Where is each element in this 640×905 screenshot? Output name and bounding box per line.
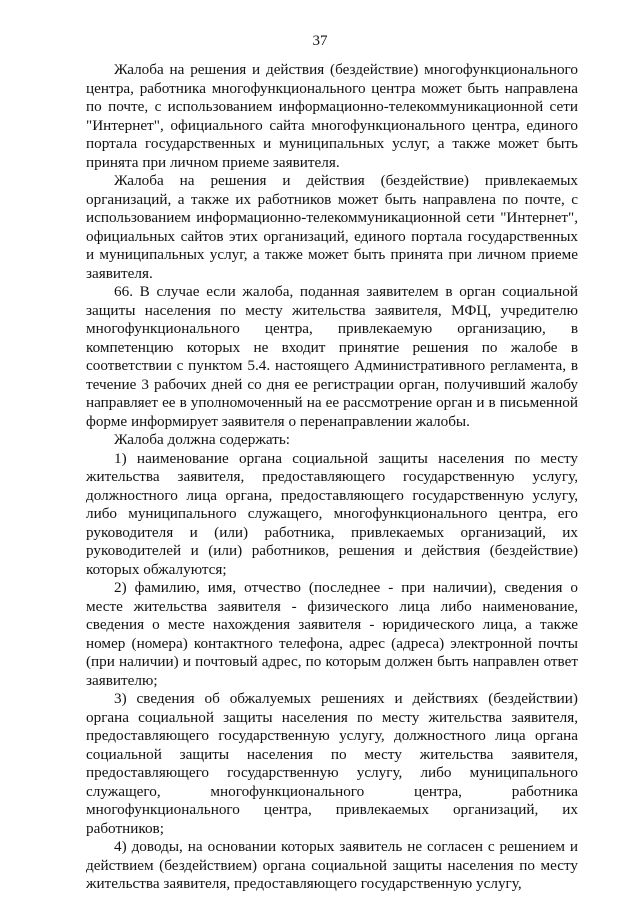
page-number: 37: [312, 33, 328, 49]
paragraph-complaint-mfc: Жалоба на решения и действия (бездействие) многофункционального центра, работника многофункционального центра может быть направлена по почте, с использованием информационно-телекоммуникационной сети "Интернет", официального сайта многофункционального центра, единого портала государственных и муниципальных услуг, а также может быть принята при личном приеме заявителя.: [86, 61, 578, 171]
list-item-4: 4) доводы, на основании которых заявитель не согласен с решением и действием (бездействием) органа социальной защиты населения по месту жительства заявителя, предоставляющего государственную услугу,: [86, 838, 578, 892]
paragraph-complaint-organizations: Жалоба на решения и действия (бездействие) привлекаемых организаций, а также их работников может быть направлена по почте, с использованием информационно-телекоммуникационной сети "Интернет", официальных сайтов этих организаций, единого портала государственных и муниципальных услуг, а также может быть принята при личном приеме заявителя.: [86, 172, 578, 282]
list-item-3: 3) сведения об обжалуемых решениях и действиях (бездействии) органа социальной защиты населения по месту жительства заявителя, предоставляющего государственную услугу, должностного лица органа социальной защиты населения по месту жительства заявителя, предоставляющего государственную услугу, либо муниципального служащего, многофункционального центра, работника многофункционального центра, привлекаемых организаций, их работников;: [86, 690, 578, 837]
list-item-2: 2) фамилию, имя, отчество (последнее - при наличии), сведения о месте жительства заявителя - физического лица либо наименование, сведения о месте нахождения заявителя - юридического лица, а также номер (номера) контактного телефона, адрес (адреса) электронной почты (при наличии) и почтовый адрес, по которым должен быть направлен ответ заявителю;: [86, 579, 578, 689]
paragraph-66-redirect: 66. В случае если жалоба, поданная заявителем в орган социальной защиты населения по месту жительства заявителя, МФЦ, учредителю многофункционального центра, привлекаемую организацию, в компетенцию которых не входит принятие решения по жалобе в соответствии с пунктом 5.4. настоящего Административного регламента, в течение 3 рабочих дней со дня ее регистрации орган, получивший жалобу направляет ее в уполномоченный на ее рассмотрение орган и в письменной форме информирует заявителя о перенаправлении жалобы.: [86, 283, 578, 430]
list-item-1: 1) наименование органа социальной защиты населения по месту жительства заявителя, предоставляющего государственную услугу, должностного лица органа, предоставляющего государственную услугу, либо муниципального служащего, многофункционального центра, его руководителя и (или) работника, привлекаемых организаций, их руководителей и (или) работников, решения и действия (бездействие) которых обжалуются;: [86, 449, 578, 578]
document-body: [86, 61, 578, 894]
paragraph-complaint-must-contain: Жалоба должна содержать:: [114, 431, 290, 448]
